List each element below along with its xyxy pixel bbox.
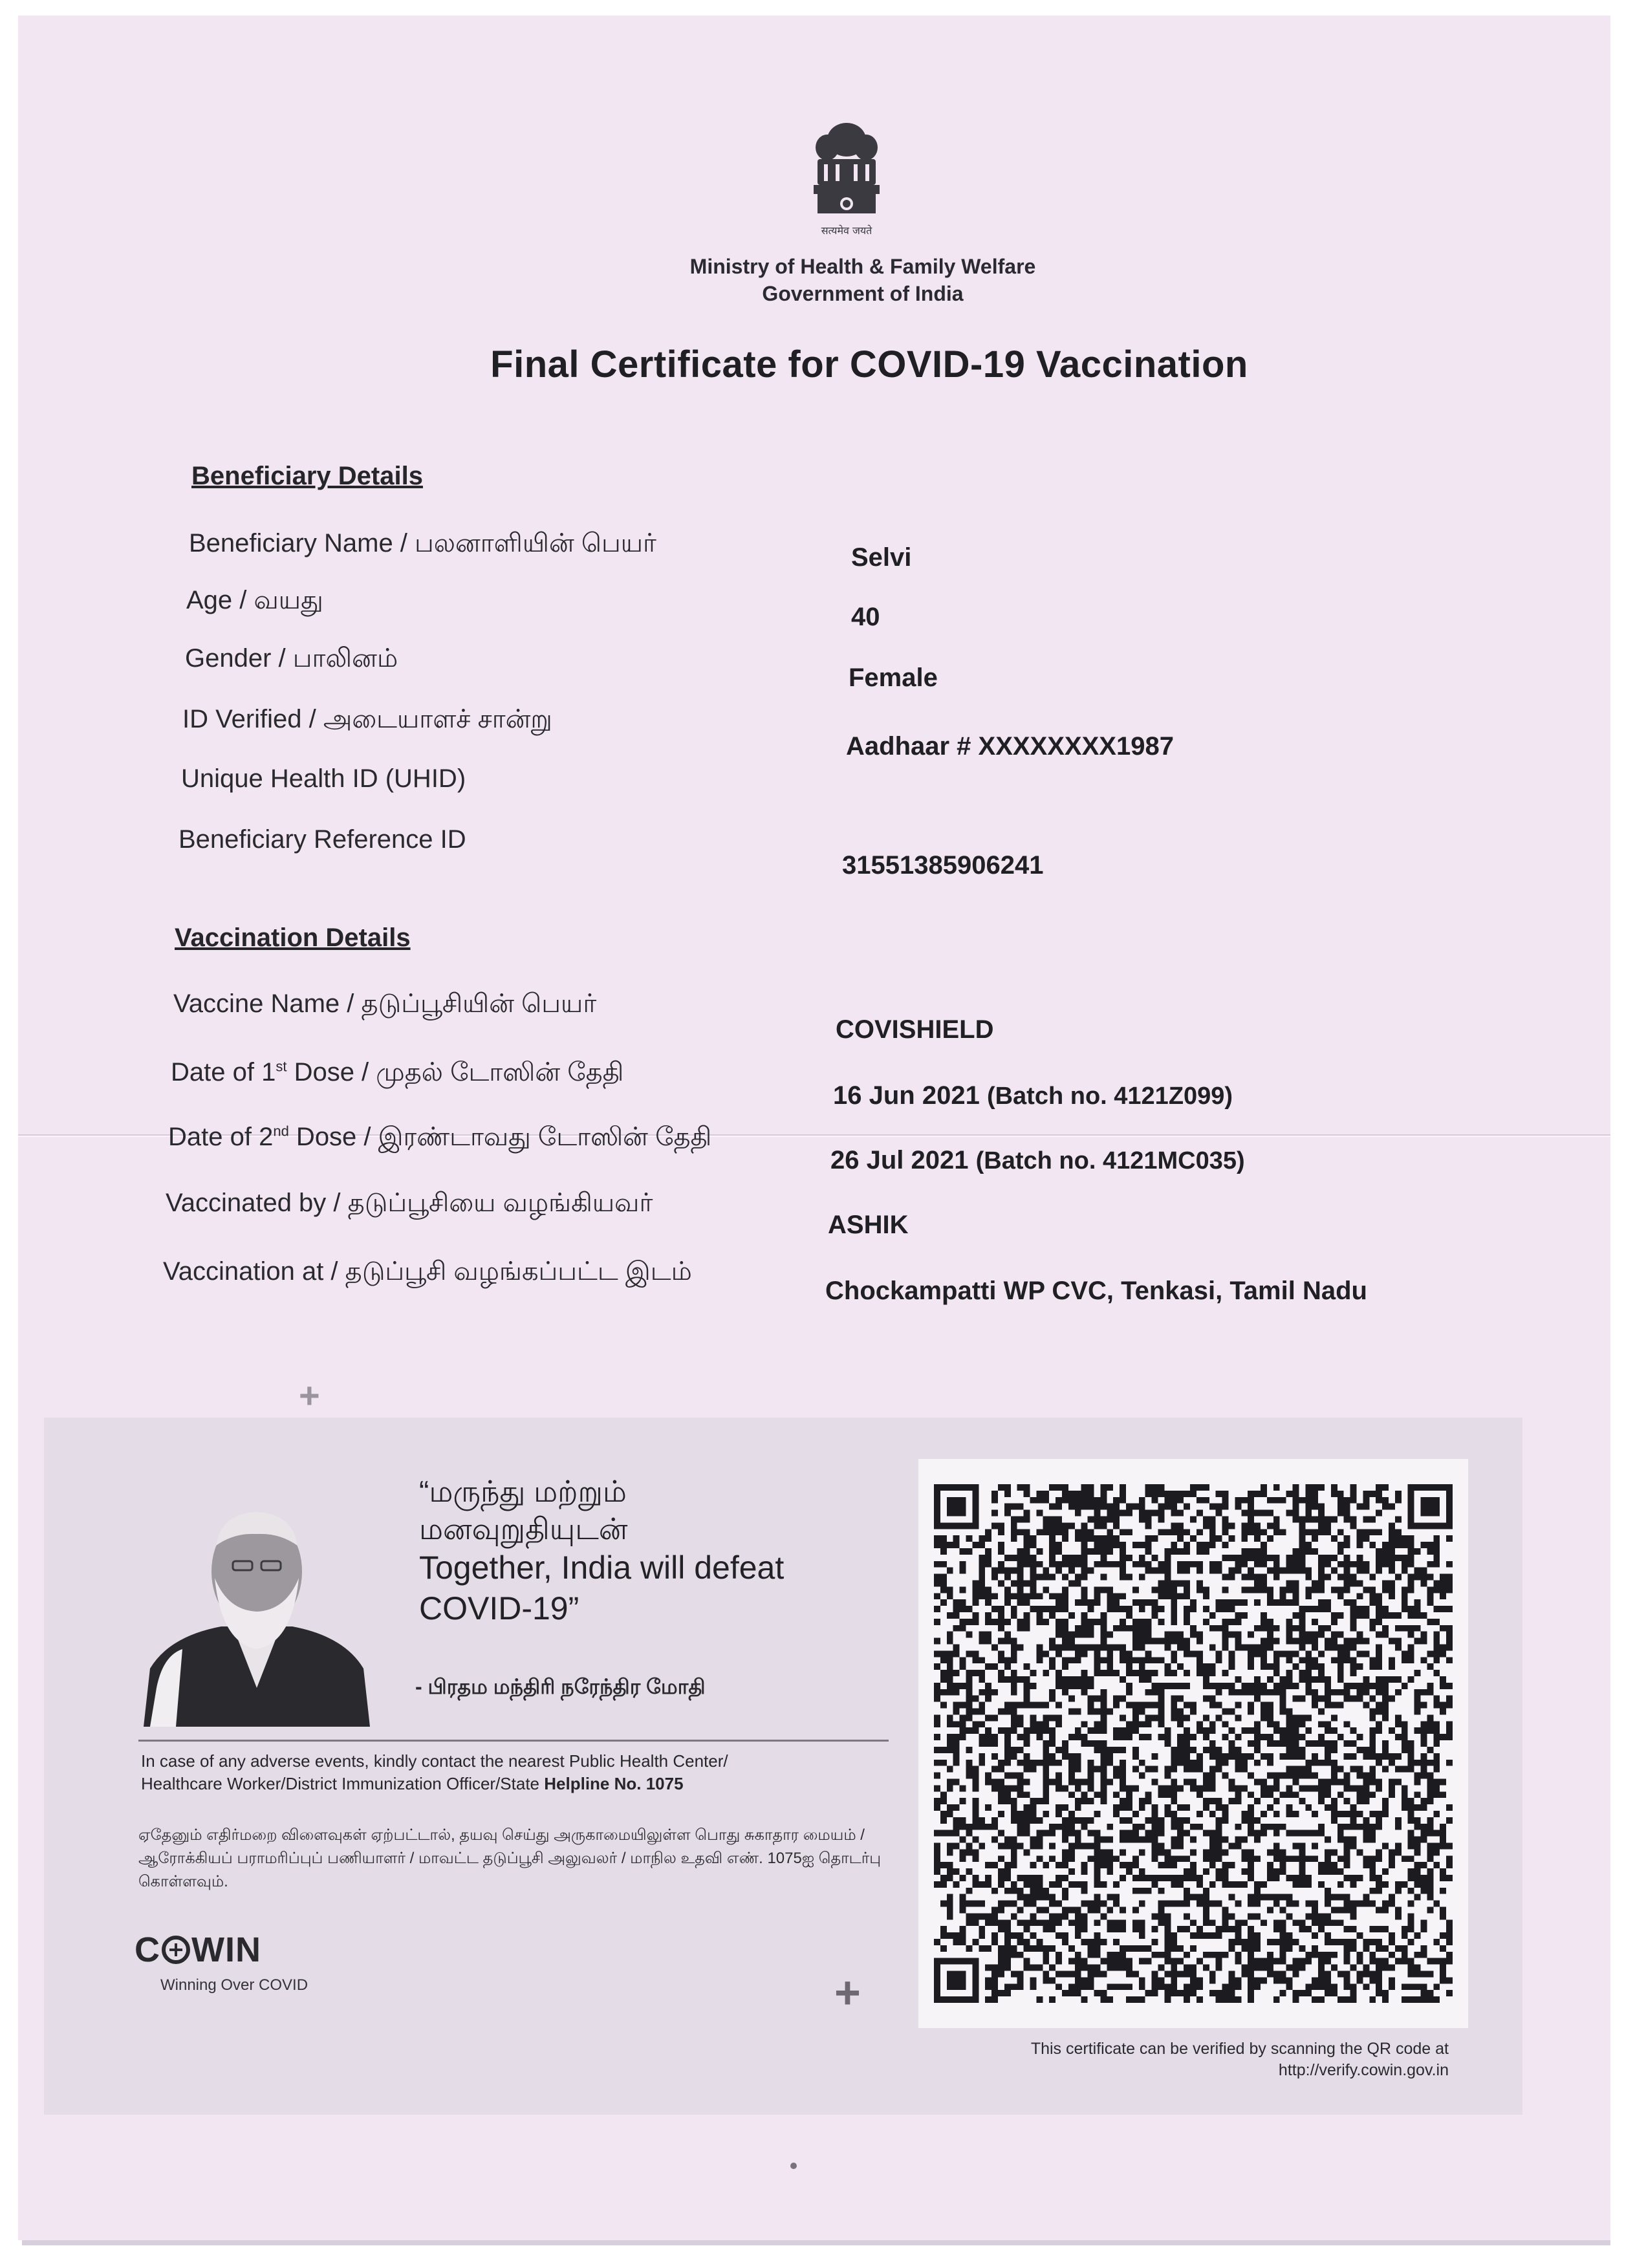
id-verified-row	[0, 705, 1635, 761]
quote-tamil-line-2: மனவுறுதியுடன்	[419, 1511, 628, 1546]
reference-id-row	[0, 825, 1635, 880]
adverse-notice-line-2: Healthcare Worker/District Immunization Officer/State Helpline No. 1075	[141, 1774, 684, 1794]
emblem-motto: सत्यमेव जयते	[821, 224, 872, 237]
id-verified-value: Aadhaar # XXXXXXXX1987	[846, 732, 1174, 761]
reference-id-label: Beneficiary Reference ID	[179, 825, 466, 854]
vaccine-name-label: Vaccine Name / தடுப்பூசியின் பெயர்	[173, 989, 597, 1018]
gender-row	[0, 644, 1635, 692]
uhid-row	[0, 764, 1635, 803]
vaccinated-by-value: ASHIK	[828, 1211, 909, 1239]
ministry-name: Ministry of Health & Family Welfare	[689, 255, 1036, 278]
adverse-notice-line-1: In case of any adverse events, kindly contact the nearest Public Health Center/	[141, 1751, 728, 1771]
vaccine-name-value: COVISHIELD	[836, 1015, 994, 1044]
verification-note-line-1: This certificate can be verified by scanning the QR code at	[1030, 2040, 1449, 2058]
quote-english-line-2: COVID-19”	[419, 1590, 579, 1626]
id-verified-label: ID Verified / அடையாளச் சான்று	[182, 705, 552, 733]
reference-id-value: 31551385906241	[842, 851, 1044, 880]
dose2-label: Date of 2nd Dose / இரண்டாவது டோஸின் தேதி	[168, 1123, 712, 1151]
adverse-events-notice	[141, 1750, 885, 1795]
gender-label: Gender / பாலினம்	[185, 644, 398, 673]
banner-divider	[138, 1740, 889, 1742]
age-value: 40	[851, 603, 880, 631]
plus-decoration-icon: +	[834, 1967, 861, 2018]
adverse-events-notice-tamil: ஏதேனும் எதிர்மறை விளைவுகள் ஏற்பட்டால், தயவு செய்து அருகாமையிலுள்ள பொது சுகாதார மையம் / ஆரோக்கியப் பராமரிப்புப் பணியாளர் / மாவட்ட தடுப்பூசி அலுவலர் / மாநில உதவி எண். 1075ஐ தொடர்பு கொள்ளவும்.	[138, 1826, 882, 1890]
dose1-batch: (Batch no. 4121Z099)	[986, 1083, 1233, 1110]
qr-code-icon	[934, 1474, 1453, 2013]
certificate-title: Final Certificate for COVID-19 Vaccination	[490, 343, 1248, 385]
dose2-date: 26 Jul 2021	[830, 1146, 969, 1174]
beneficiary-name-label: Beneficiary Name / பலனாளியின் பெயர்	[189, 529, 656, 557]
vaccinated-at-row	[0, 1257, 1635, 1305]
quote-english-line-1: Together, India will defeat	[419, 1550, 785, 1586]
dose2-batch: (Batch no. 4121MC035)	[975, 1147, 1245, 1174]
vaccinated-by-row	[0, 1189, 1635, 1239]
paper-speck	[790, 2163, 797, 2169]
vaccination-details-heading: Vaccination Details	[175, 923, 411, 952]
gender-value: Female	[849, 664, 938, 692]
beneficiary-name-value: Selvi	[851, 543, 912, 572]
dose1-value	[833, 1081, 1233, 1110]
age-row	[0, 586, 1635, 631]
age-label: Age / வயது	[186, 586, 323, 614]
verification-url[interactable]: http://verify.cowin.gov.in	[1278, 2060, 1449, 2079]
dose2-row	[0, 1123, 1635, 1174]
vaccine-name-row	[0, 989, 1635, 1044]
uhid-label: Unique Health ID (UHID)	[181, 764, 466, 793]
beneficiary-name-row	[0, 529, 1635, 572]
plus-decoration-icon: +	[299, 1375, 320, 1416]
vaccinated-at-value: Chockampatti WP CVC, Tenkasi, Tamil Nadu	[825, 1277, 1367, 1305]
cowin-tagline: Winning Over COVID	[160, 1976, 309, 1994]
vaccinated-at-label: Vaccination at / தடுப்பூசி வழங்கப்பட்ட இடம்	[163, 1257, 692, 1286]
dose1-row	[0, 1058, 1635, 1110]
vaccinated-by-label: Vaccinated by / தடுப்பூசியை வழங்கியவர்	[166, 1189, 653, 1217]
beneficiary-details-heading: Beneficiary Details	[191, 462, 423, 490]
quote-tamil-line-1: “மருந்து மற்றும்	[419, 1474, 627, 1508]
helpline-number: Helpline No. 1075	[544, 1774, 684, 1794]
dose1-label: Date of 1st Dose / முதல் டோஸின் தேதி	[171, 1058, 624, 1086]
government-name: Government of India	[762, 282, 964, 305]
verification-qr-code	[918, 1459, 1468, 2028]
verification-note	[893, 2038, 1449, 2080]
cowin-plus-icon	[162, 1936, 190, 1964]
prime-minister-portrait	[144, 1494, 370, 1727]
cowin-logo: C WIN	[135, 1930, 261, 1969]
dose2-value	[830, 1146, 1245, 1175]
dose1-date: 16 Jun 2021	[833, 1081, 980, 1110]
national-emblem-icon	[798, 114, 895, 243]
quote-attribution: - பிரதம மந்திரி நரேந்திர மோதி	[415, 1675, 706, 1698]
vaccination-quote	[419, 1473, 885, 1628]
